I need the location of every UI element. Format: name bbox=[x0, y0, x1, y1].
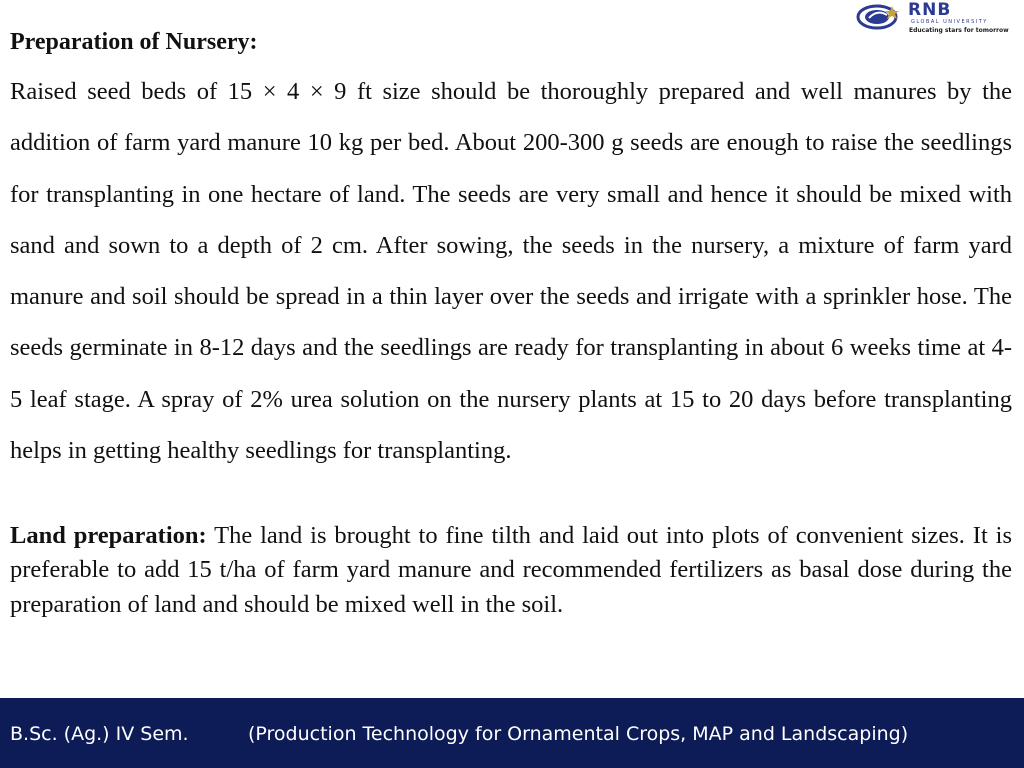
logo-tagline: Educating stars for tomorrow bbox=[909, 27, 1009, 34]
land-preparation-label: Land preparation: bbox=[10, 522, 207, 549]
land-preparation-paragraph bbox=[10, 519, 1012, 622]
nursery-paragraph: Raised seed beds of 15 × 4 × 9 ft size should be thoroughly prepared and well manures by the addition of farm yard manure 10 kg per bed. About 200-300 g seeds are enough to raise the seedlings for transplanting in one hectare of land. The seeds are very small and hence it should be mixed with sand and sown to a depth of 2 cm. After sowing, the seeds in the nursery, a mixture of farm yard manure and soil should be spread in a thin layer over the seeds and irrigate with a sprinkler hose. The seeds germinate in 8-12 days and the seedlings are ready for transplanting in about 6 weeks time at 4-5 leaf stage. A spray of 2% urea solution on the nursery plants at 15 to 20 days before transplanting helps in getting healthy seedlings for transplanting. bbox=[10, 78, 1012, 465]
section-heading: Preparation of Nursery: bbox=[10, 29, 258, 55]
land-preparation-text: The land is brought to fine tilth and laid out into plots of convenient sizes. It is preferable to add 15 t/ha of farm yard manure and recommended fertilizers as basal dose during the preparation of land and should be mixed well in the soil. bbox=[10, 522, 1012, 618]
university-logo bbox=[856, 2, 1022, 36]
logo-subtitle: GLOBAL UNIVERSITY bbox=[911, 19, 988, 25]
globe-star-emblem-icon bbox=[856, 3, 902, 31]
logo-name: RNB bbox=[908, 0, 952, 20]
footer-bar bbox=[0, 698, 1024, 768]
footer-subject: (Production Technology for Ornamental Crops, MAP and Landscaping) bbox=[248, 723, 909, 745]
footer-course: B.Sc. (Ag.) IV Sem. bbox=[10, 723, 189, 745]
